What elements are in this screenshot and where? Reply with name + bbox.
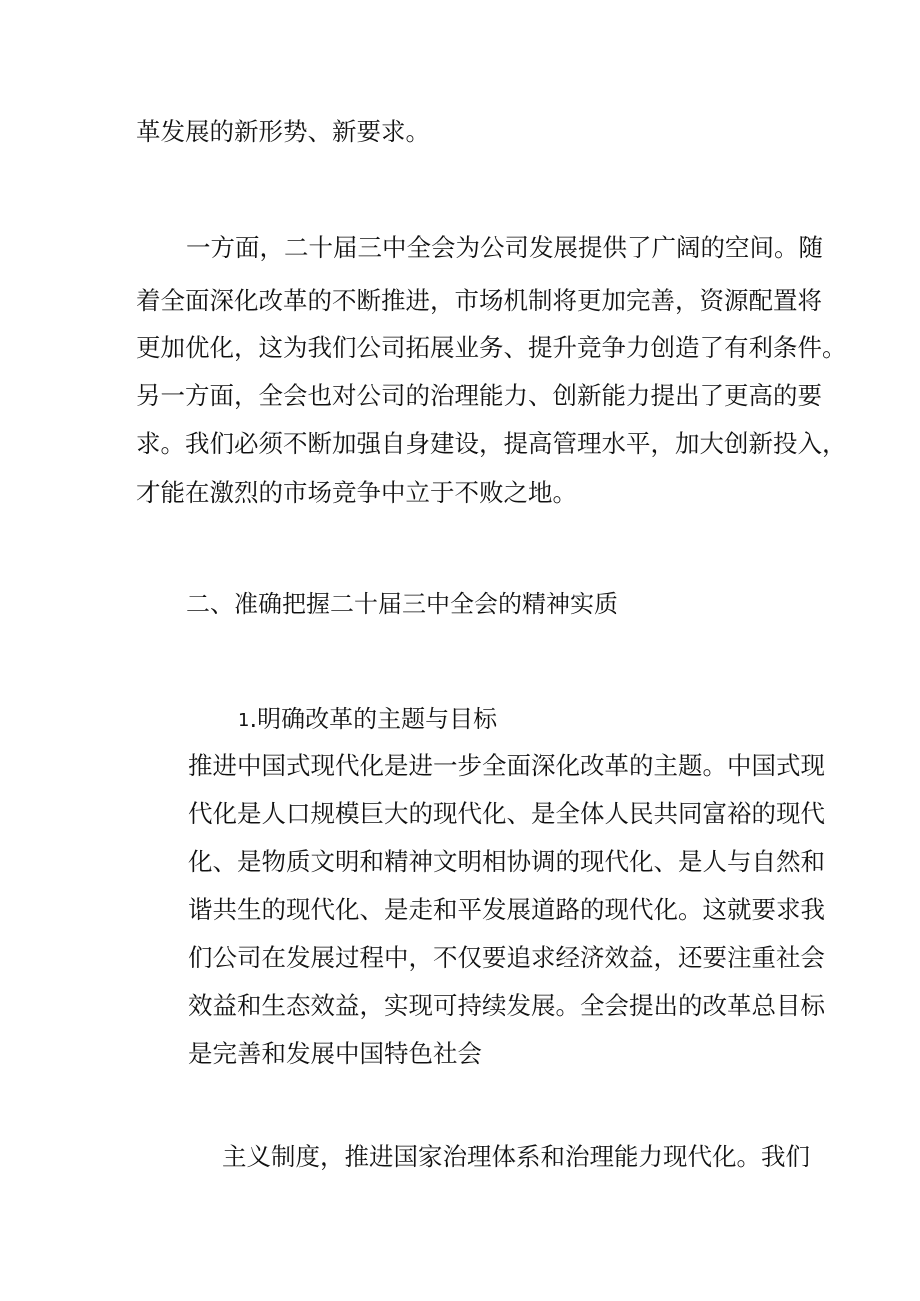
para1-line-5: 求。我们必须不断加强自身建设，提高管理水平，加大创新投入，	[136, 429, 847, 458]
para2-line-7: 是完善和发展中国特色社会	[188, 1039, 482, 1068]
para2-line-6: 效益和生态效益，实现可持续发展。全会提出的改革总目标	[188, 991, 825, 1020]
section-heading: 二、准确把握二十届三中全会的精神实质	[186, 590, 618, 618]
para1-line-3: 更加优化，这为我们公司拓展业务、提升竞争力创造了有利条件。	[136, 333, 847, 362]
para2-line-4: 谐共生的现代化、是走和平发展道路的现代化。这就要求我	[188, 895, 825, 924]
subheading	[238, 707, 497, 731]
para1-line-4: 另一方面，全会也对公司的治理能力、创新能力提出了更高的要	[136, 381, 822, 410]
para2-line-5: 们公司在发展过程中，不仅要追求经济效益，还要注重社会	[188, 943, 825, 972]
subheading-number: 1	[238, 710, 250, 731]
para3-line-1: 主义制度，推进国家治理体系和治理能力现代化。我们	[222, 1142, 810, 1171]
para2-line-2: 代化是人口规模巨大的现代化、是全体人民共同富裕的现代	[188, 799, 825, 828]
para2-line-1: 推进中国式现代化是进一步全面深化改革的主题。中国式现	[188, 751, 825, 780]
para2-line-3: 化、是物质文明和精神文明相协调的现代化、是人与自然和	[188, 847, 825, 876]
subheading-text: .明确改革的主题与目标	[249, 705, 498, 733]
fragment-line: 革发展的新形势、新要求。	[136, 117, 430, 146]
para1-line-2: 着全面深化改革的不断推进，市场机制将更加完善，资源配置将	[136, 286, 822, 315]
para1-line-6: 才能在激烈的市场竞争中立于不败之地。	[136, 478, 577, 507]
para1-line-1: 一方面，二十届三中全会为公司发展提供了广阔的空间。随	[186, 233, 823, 262]
